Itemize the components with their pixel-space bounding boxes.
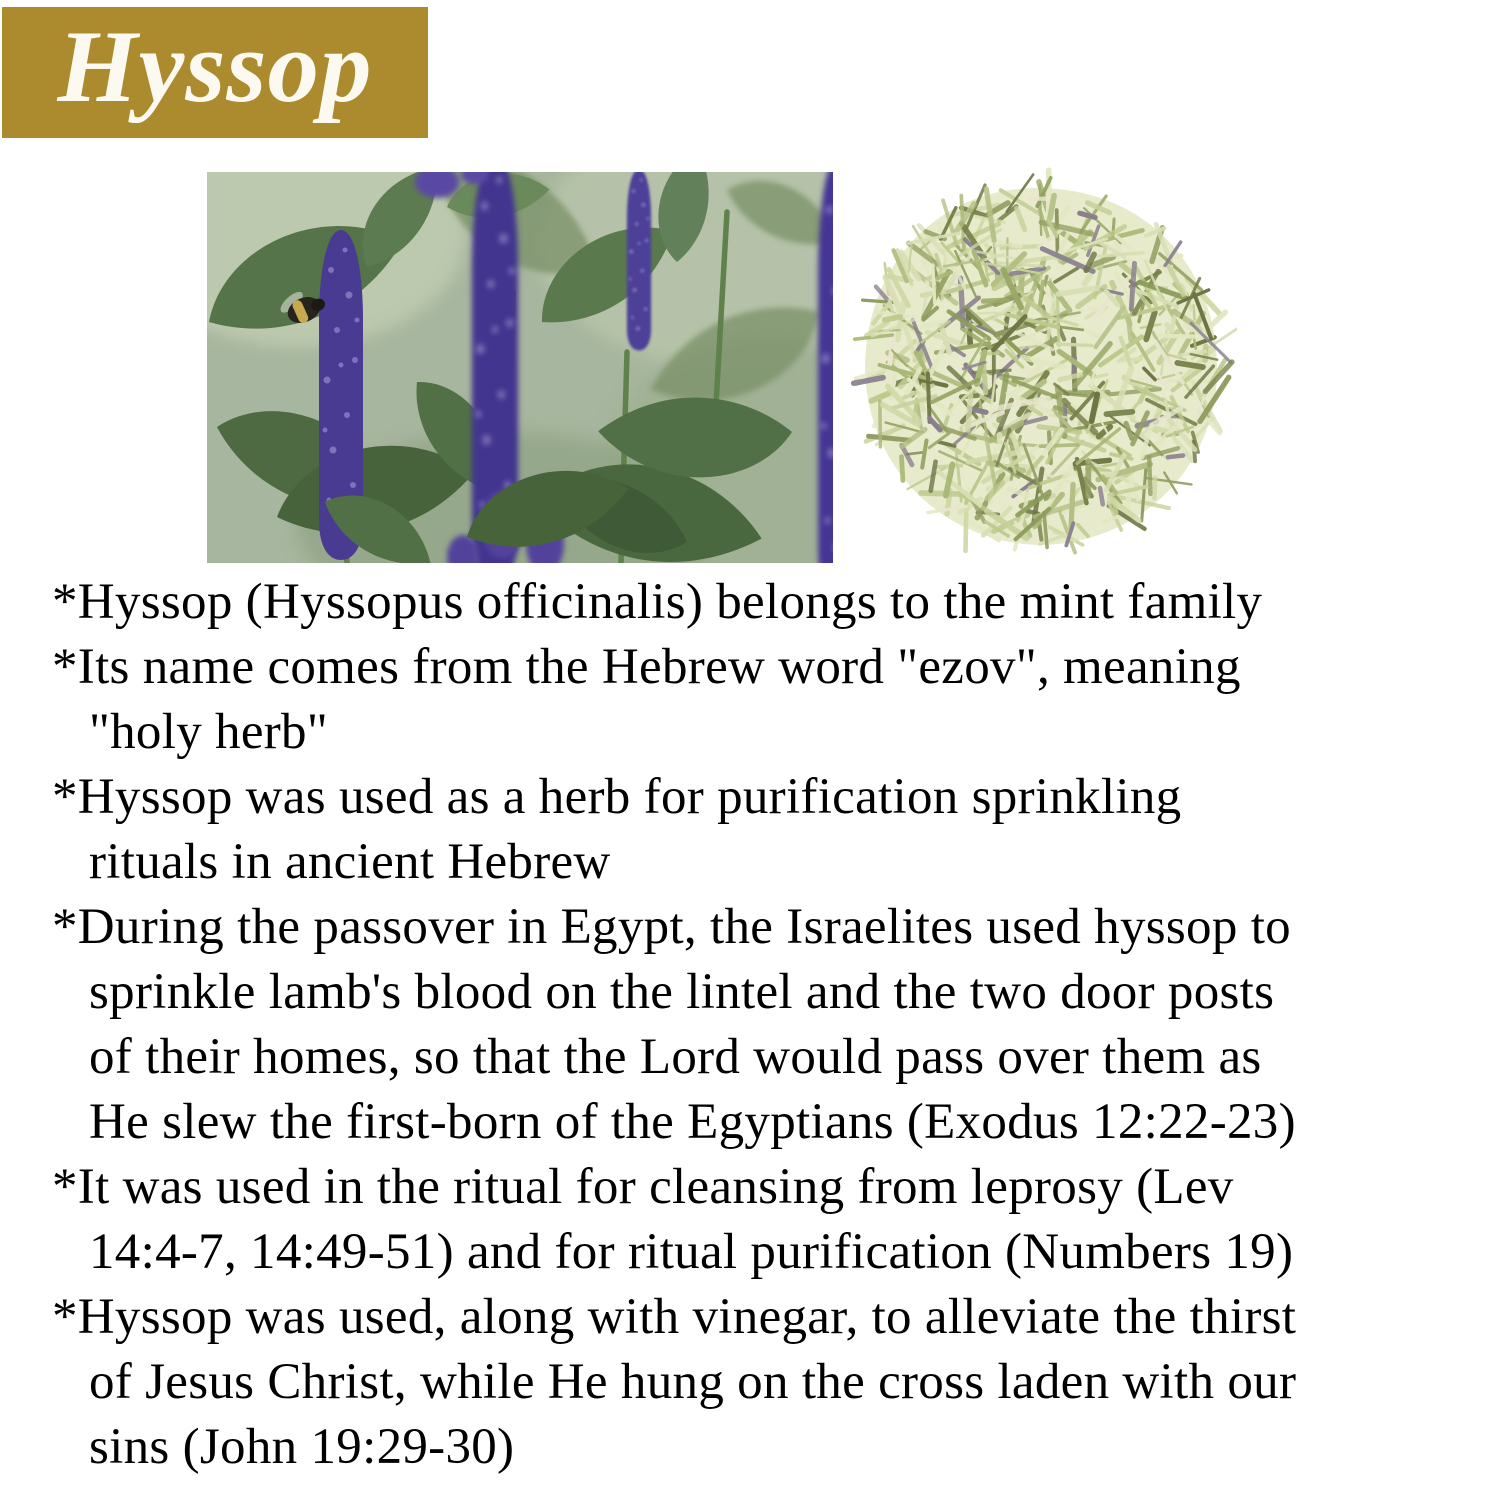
fact-item	[52, 570, 1498, 635]
fact-item	[52, 765, 1498, 895]
fact-line: *Its name comes from the Hebrew word "ezov", meaning	[52, 639, 1241, 695]
dried-herb-illustration	[845, 166, 1237, 566]
fact-line: "holy herb"	[89, 704, 328, 760]
page-title: Hyssop	[57, 10, 373, 124]
fact-item	[52, 1285, 1498, 1480]
facts-list	[52, 570, 1498, 1480]
fact-line: sins (John 19:29-30)	[89, 1419, 515, 1475]
fact-item	[52, 635, 1498, 765]
fact-line: of their homes, so that the Lord would pass over them as	[89, 1029, 1262, 1085]
fact-item	[52, 1155, 1498, 1285]
fact-line: *Hyssop (Hyssopus officinalis) belongs to the mint family	[52, 574, 1263, 630]
title-banner	[2, 7, 428, 138]
dried-hyssop-photo	[845, 166, 1237, 566]
fact-line: sprinkle lamb's blood on the lintel and the two door posts	[89, 964, 1275, 1020]
hyssop-flower-illustration	[207, 172, 833, 563]
fact-item	[52, 895, 1498, 1155]
fact-line: He slew the first-born of the Egyptians (Exodus 12:22-23)	[89, 1094, 1296, 1150]
hyssop-flower-photo	[207, 172, 833, 563]
fact-line: *Hyssop was used, along with vinegar, to alleviate the thirst	[52, 1289, 1297, 1345]
fact-line: *During the passover in Egypt, the Israelites used hyssop to	[52, 899, 1291, 955]
fact-line: *Hyssop was used as a herb for purification sprinkling	[52, 769, 1182, 825]
fact-line: of Jesus Christ, while He hung on the cross laden with our	[89, 1354, 1297, 1410]
fact-line: rituals in ancient Hebrew	[89, 834, 611, 890]
fact-line: *It was used in the ritual for cleansing from leprosy (Lev	[52, 1159, 1234, 1215]
fact-line: 14:4-7, 14:49-51) and for ritual purification (Numbers 19)	[89, 1224, 1294, 1280]
